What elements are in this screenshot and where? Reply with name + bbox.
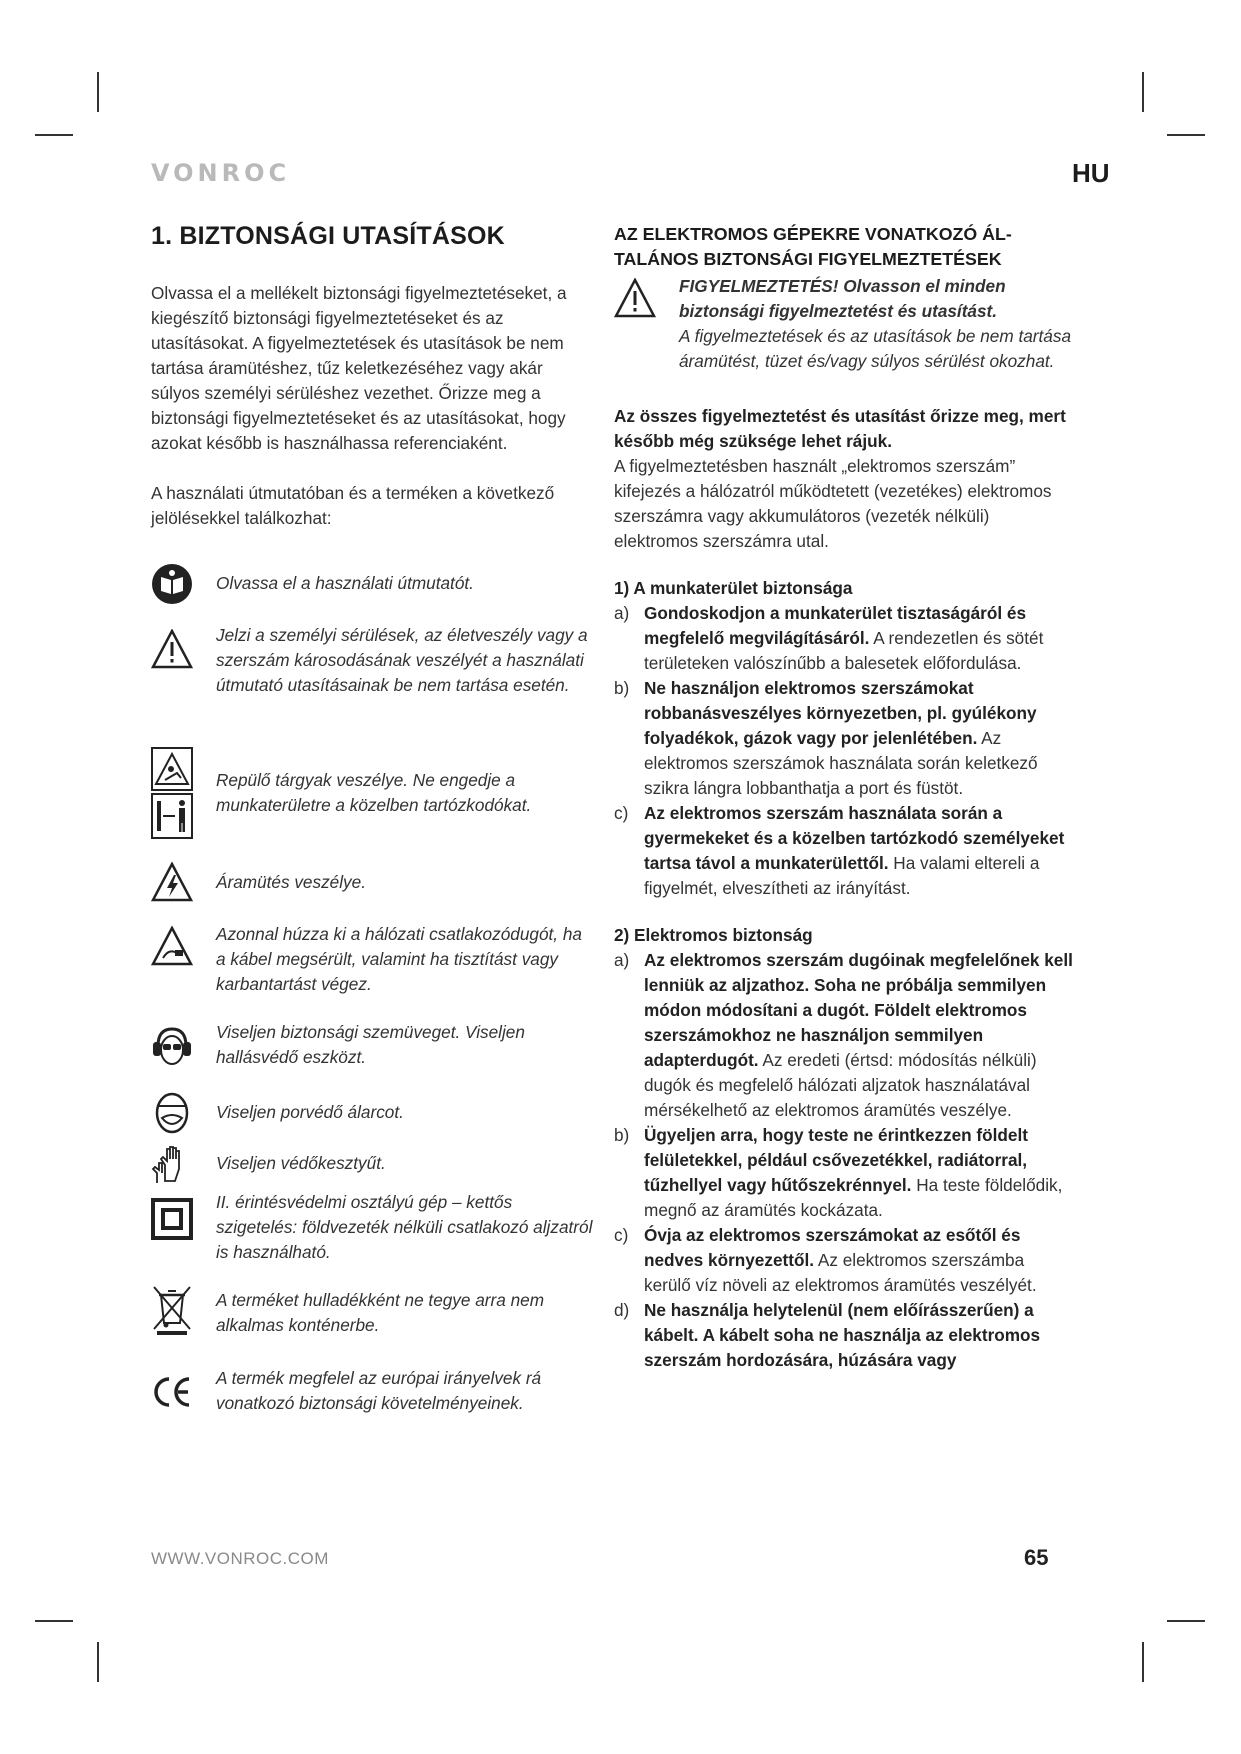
keep-bold: Az összes figyelmeztetést és utasítást őrizze meg, mert később még szüksége lehet rájuk. (614, 406, 1066, 451)
dust-mask-icon (151, 1092, 193, 1139)
list-item (614, 801, 1074, 901)
list-item (614, 676, 1074, 801)
item-label: b) (614, 678, 630, 698)
flying-objects-icon (151, 747, 193, 844)
language-code: HU (1072, 158, 1110, 188)
symbol-text: Repülő tárgyak veszélye. Ne engedje a munkaterületre a közelben tartózkodókat. (216, 770, 532, 815)
read-manual-icon (151, 563, 193, 610)
general-warnings-heading: AZ ELEKTROMOS GÉPEKRE VONATKOZÓ ÁL- TALÁNOS BIZTONSÁGI FIGYELMEZTETÉSEK (614, 224, 1012, 269)
item-label: d) (614, 1300, 630, 1320)
item-bold: Ne használjon elektromos szerszámokat robbanásveszélyes környezetben, pl. gyúlékony folyadékok, gázok vagy por jelenlétében. (644, 678, 1037, 748)
ce-mark-icon (151, 1376, 193, 1413)
item-label: c) (614, 1225, 629, 1245)
section-title: 2) Elektromos biztonság (614, 925, 813, 945)
goggles-earmuffs-icon (151, 1026, 193, 1073)
warning-triangle-icon (151, 629, 193, 674)
item-bold: Gondoskodjon a munkaterület tisztaságáról és megfelelő megvilágításáról. (644, 603, 1027, 648)
symbol-text: Olvassa el a használati útmutatót. (216, 573, 474, 593)
symbol-text: Áramütés veszélye. (216, 872, 366, 892)
keep-text: A figyelmeztetésben használt „elektromos szerszám” kifejezés a hálózatról működtetett (vezetékes) elektromos szerszámra vagy akkumulátoros (vezeték nélküli) elektromos szerszámra utal. (614, 456, 1052, 551)
crop-mark (1167, 1620, 1205, 1622)
item-bold: Óvja az elektromos szerszámokat az esőtől és nedves környezettől. (644, 1225, 1021, 1270)
list-item (614, 1223, 1074, 1298)
page-number: 65 (1024, 1545, 1049, 1570)
item-text: Az elektromos szerszámok használata során keletkező szikra lángra lobbanthatja a port és füstöt. (644, 728, 1038, 798)
item-bold: Az elektromos szerszám használata során a gyermekeket és a közelben tartózkodó személyeket tartsa távol a munkaterülettől. (644, 803, 1065, 873)
item-label: a) (614, 950, 630, 970)
symbol-text: Azonnal húzza ki a hálózati csatlakozódugót, ha a kábel megsérült, valamint ha tisztítást vagy karbantartást végez. (216, 924, 582, 994)
item-text: Ha teste földelődik, megnő az áramütés kockázata. (644, 1175, 1063, 1220)
warning-body: A figyelmeztetések és az utasítások be nem tartása áramütést, tüzet és/vagy súlyos sérülést okozhat. (679, 326, 1072, 371)
item-text: Ha valami eltereli a figyelmét, elveszítheti az irányítást. (644, 853, 1040, 898)
list-item (614, 948, 1074, 1123)
item-bold: Ne használja helytelenül (nem előírásszerűen) a kábelt. A kábelt soha ne használja az elektromos szerszám hordozására, húzására vagy (644, 1300, 1041, 1370)
item-bold: Az elektromos szerszám dugóinak megfelelőnek kell lenniük az aljzathoz. Soha ne próbálja semmilyen módon módosítani a dugót. Földelt elektromos szerszámokhoz ne használjon semmilyen adapterdugót. (644, 950, 1073, 1070)
crop-mark (97, 72, 99, 112)
crop-mark (1142, 72, 1144, 112)
symbol-text: Viseljen biztonsági szemüveget. Viseljen hallásvédő eszközt. (216, 1022, 525, 1067)
item-text: Az eredeti (értsd: módosítás nélküli) dugók és megfelelő hálózati aljzatok használatával mérsékelhető az elektromos áramütés veszélye. (644, 1050, 1037, 1120)
symbol-text: Viseljen porvédő álarcot. (216, 1102, 404, 1122)
section-heading: 1. BIZTONSÁGI UTASÍTÁSOK (151, 222, 505, 250)
item-label: c) (614, 803, 629, 823)
intro-paragraph: Olvassa el a mellékelt biztonsági figyelmeztetéseket, a kiegészítő biztonsági figyelmeztetéseket és az utasításokat. A figyelmeztetések és utasítások be nem tartása áramütéshez, tűz keletkezéséhez vagy akár súlyos személyi sérüléshez vezethet. Őrizze meg a biztonsági figyelmeztetéseket és az utasításokat, hogy azokat később is használhassa referenciaként. (151, 283, 567, 453)
symbol-text: Viseljen védőkesztyűt. (216, 1153, 386, 1173)
item-label: a) (614, 603, 630, 623)
item-bold: Ügyeljen arra, hogy teste ne érintkezzen földelt felületekkel, például csővezetékkel, radiátorral, tűzhellyel vagy hűtőszekrénnyel. (644, 1125, 1028, 1195)
weee-bin-icon (151, 1285, 193, 1340)
symbol-list (151, 0, 591, 1754)
symbols-intro: A használati útmutatóban és a terméken a következő jelölésekkel találkozhat: (151, 483, 555, 528)
symbol-text: A termék megfelel az európai irányelvek rá vonatkozó biztonsági követelményeinek. (216, 1368, 542, 1413)
keep-instructions (614, 404, 1074, 554)
crop-mark (1142, 1642, 1144, 1682)
right-column (614, 222, 1074, 1373)
symbol-text: II. érintésvédelmi osztályú gép – kettős szigetelés: földvezeték nélküli csatlakozó aljzatról is használható. (216, 1192, 593, 1262)
item-label: b) (614, 1125, 630, 1145)
warning-text (679, 274, 1079, 374)
list-item (614, 1123, 1074, 1223)
symbol-text: Jelzi a személyi sérülések, az életveszély vagy a szerszám károsodásának veszélyét a használati útmutató utasításainak be nem tartása esetén. (216, 625, 588, 695)
gloves-icon (151, 1143, 193, 1190)
list-item (614, 601, 1074, 676)
crop-mark (97, 1642, 99, 1682)
class-ii-icon (151, 1198, 193, 1245)
warning-block (614, 274, 1074, 392)
unplug-icon (151, 926, 193, 973)
section-title: 1) A munkaterület biztonsága (614, 578, 853, 598)
footer-url: WWW.VONROC.COM (151, 1549, 329, 1568)
warning-triangle-icon (614, 278, 656, 323)
list-item (614, 1298, 1074, 1373)
brand-logo: VONROC (151, 159, 291, 187)
item-text: Az elektromos szerszámba kerülő víz növeli az elektromos áramütés veszélyét. (644, 1250, 1037, 1295)
crop-mark (35, 134, 73, 136)
crop-mark (35, 1620, 73, 1622)
electric-shock-icon (151, 862, 193, 907)
item-text: A rendezetlen és sötét területeken valószínűbb a balesetek előfordulása. (644, 628, 1044, 673)
symbol-text: A terméket hulladékként ne tegye arra nem alkalmas konténerbe. (216, 1290, 545, 1335)
crop-mark (1167, 134, 1205, 136)
warning-bold: FIGYELMEZTETÉS! Olvasson el minden biztonsági figyelmeztetést és utasítást. (679, 276, 1006, 321)
